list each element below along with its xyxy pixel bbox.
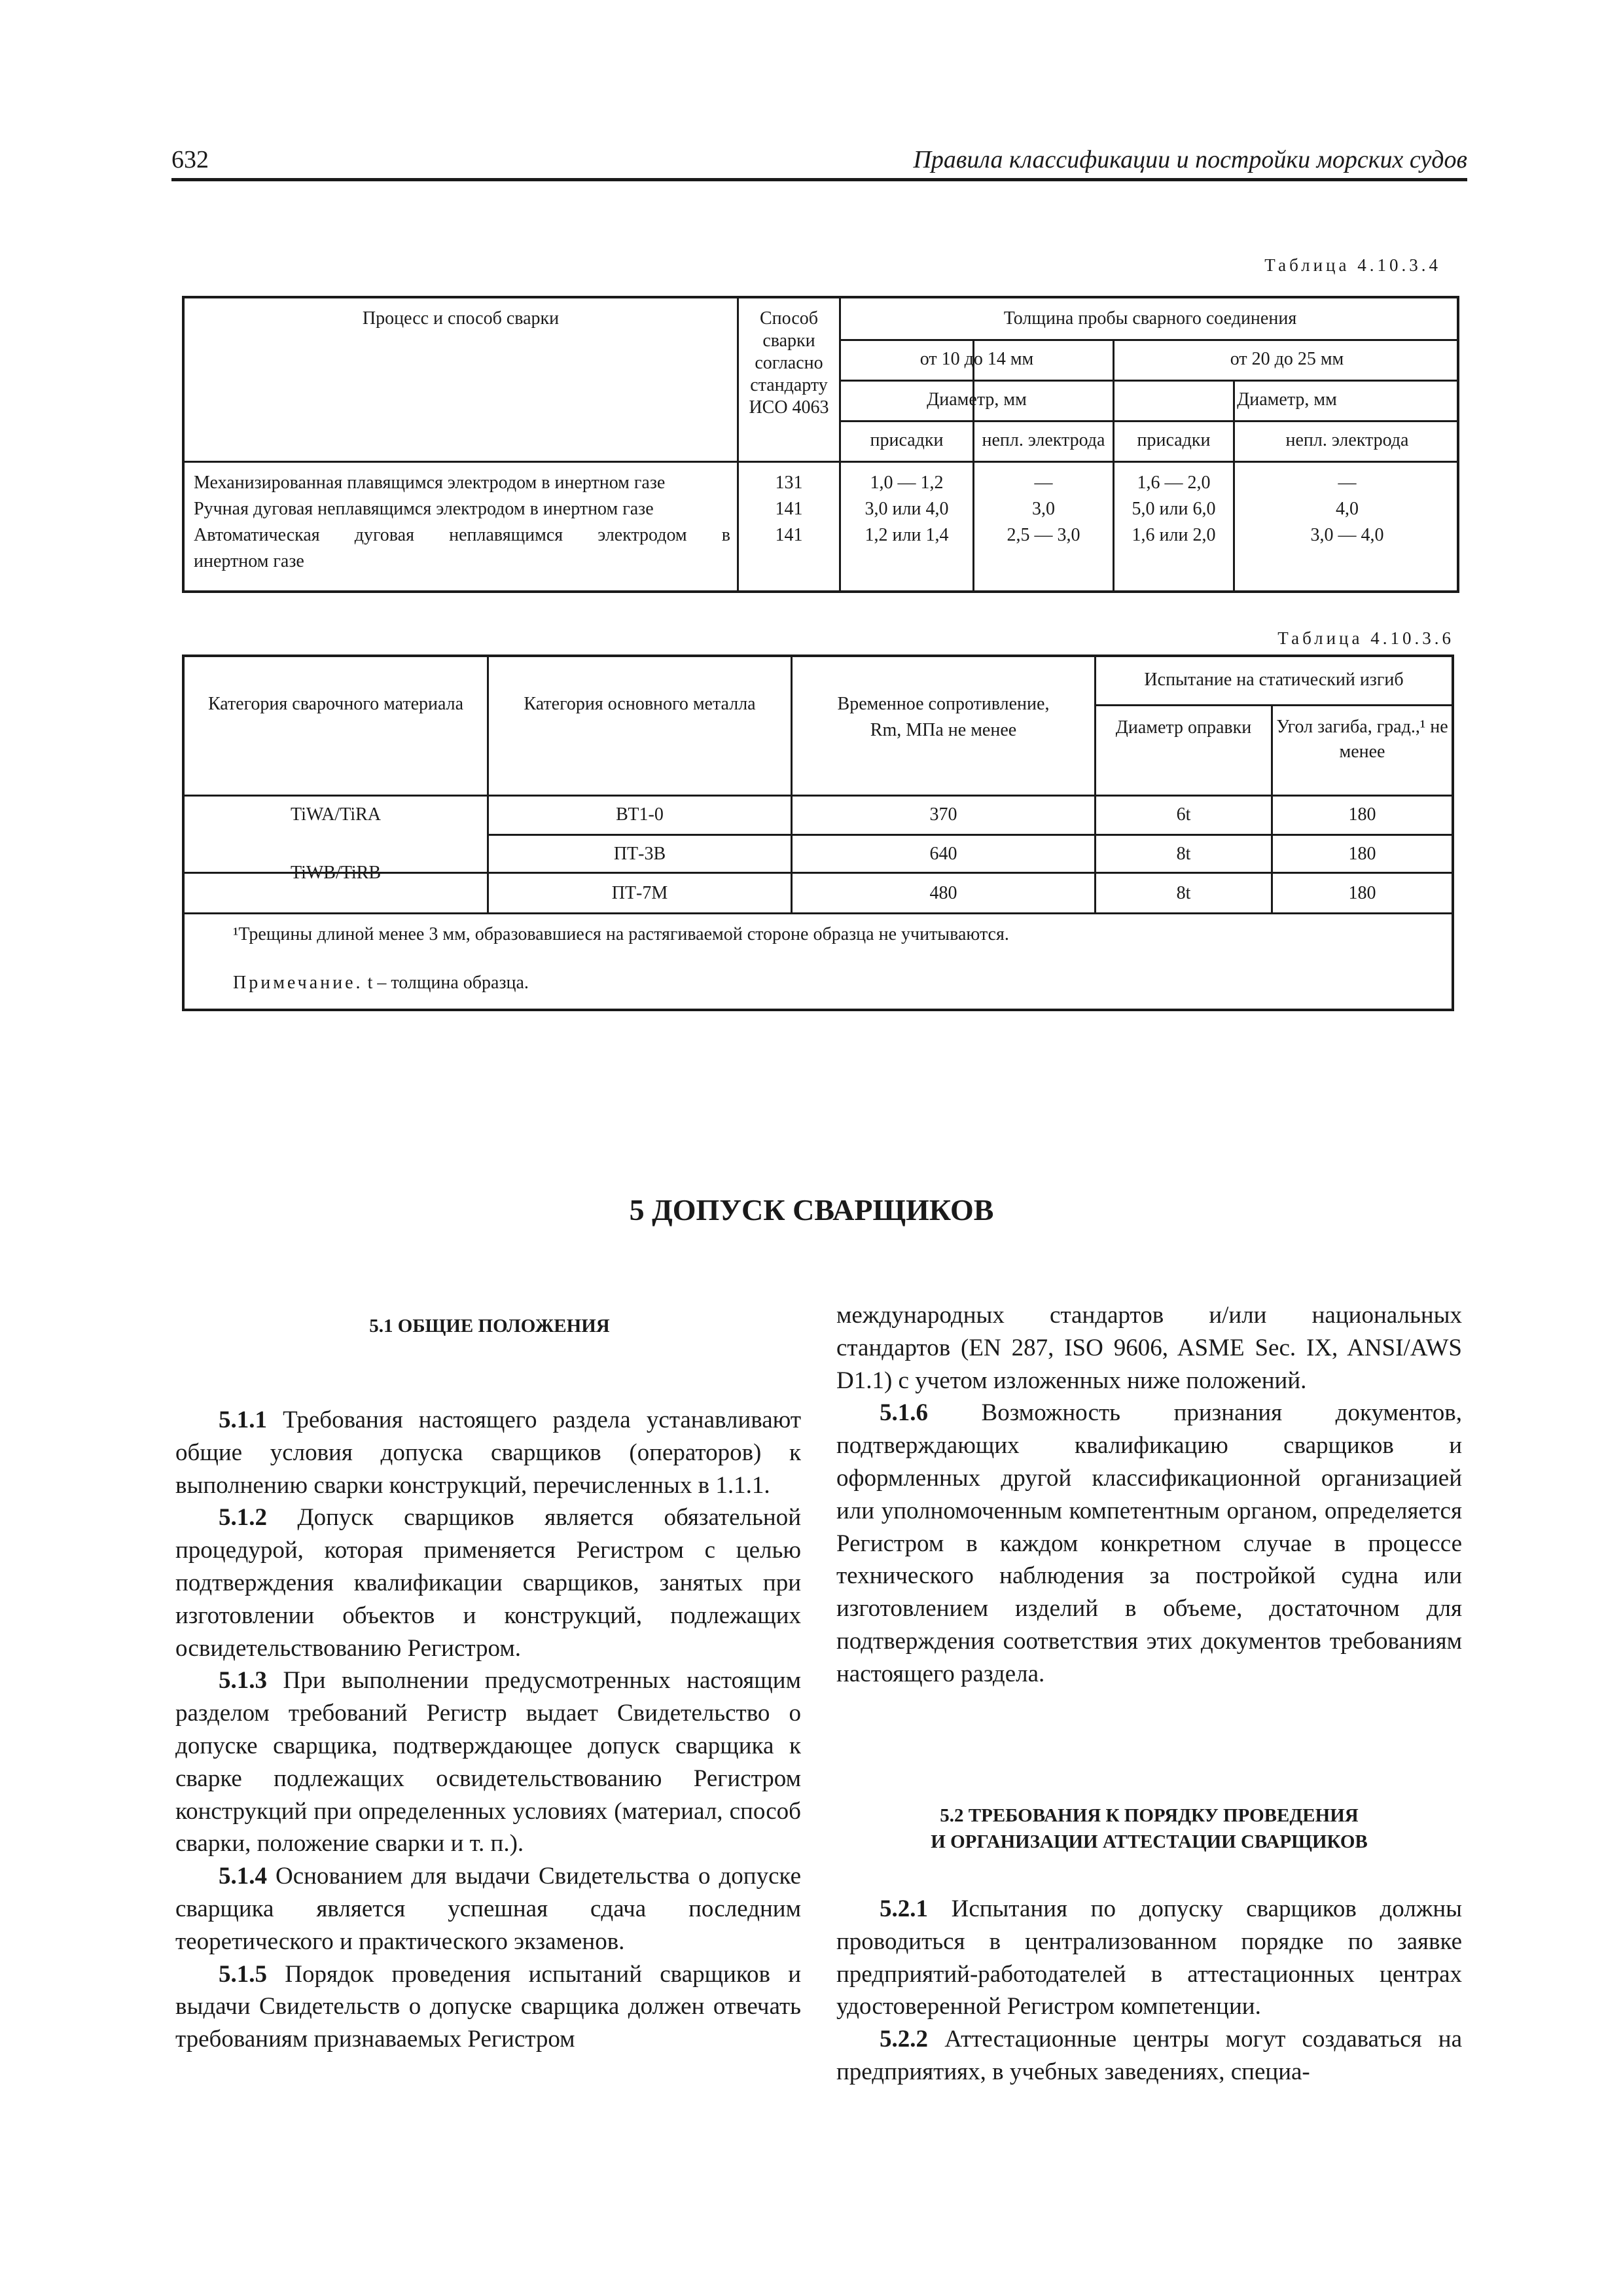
col-weld-category: Категория сварочного материала	[207, 694, 464, 714]
sub-electrode1: непл. электрода	[982, 430, 1105, 450]
table-row-process-2: Ручная дуговая неплавящимся электродом в инертном газе	[194, 499, 654, 519]
range2-header: от 20 до 25 мм	[1230, 349, 1344, 369]
running-title: Правила классификации и постройки морских судов	[913, 146, 1467, 173]
table-row-process-1: Механизированная плавящимся электродом в инертном газе	[194, 473, 666, 493]
strength-2: 640	[929, 844, 957, 864]
table1-caption: Таблица 4.10.3.4	[1264, 255, 1441, 275]
base-cat-3: ПТ-7М	[611, 883, 668, 903]
note-text: t – толщина образца.	[367, 973, 529, 993]
paragraph-5-1-5-continued: международных стандартов и/или национальных стандартов (EN 287, ISO 9606, ASME Sec. IX, ANSI/AWS D1.1) с учетом изложенных ниже положений.	[836, 1302, 1462, 1394]
filler1-3: 1,2 или 1,4	[865, 525, 949, 545]
electrode2-2: 4,0	[1336, 499, 1359, 519]
header-rule	[171, 178, 1467, 181]
angle-2: 180	[1348, 844, 1376, 864]
sub-electrode2: непл. электрода	[1285, 430, 1409, 450]
paragraph-5-1-5: 5.1.5 Порядок проведения испытаний сварщиков и выдачи Свидетельств о допуске сварщика должен отвечать требованиям признаваемых Регистром	[175, 1960, 802, 2053]
mandrel-2: 8t	[1176, 844, 1191, 864]
note-label: Примечание.	[233, 973, 363, 993]
electrode2-3: 3,0 — 4,0	[1310, 525, 1384, 545]
col-mandrel: Диаметр оправки	[1115, 717, 1252, 738]
table-titanium-welding	[182, 655, 1454, 1011]
sub-filler1: присадки	[870, 430, 944, 450]
subsection-heading-5-1: 5.1 ОБЩИЕ ПОЛОЖЕНИЯ	[369, 1316, 610, 1336]
filler1-2: 3,0 или 4,0	[865, 499, 949, 519]
electrode2-1: —	[1338, 473, 1357, 493]
electrode1-1: —	[1034, 473, 1053, 493]
method-3: 141	[775, 525, 803, 545]
section-title: 5 ДОПУСК СВАРЩИКОВ	[629, 1193, 994, 1227]
sub-filler2: присадки	[1137, 430, 1211, 450]
col-base-category: Категория основного металла	[524, 694, 756, 714]
diameter1-header: Диаметр, мм	[927, 389, 1027, 410]
table-welding-process	[182, 296, 1459, 593]
angle-1: 180	[1348, 804, 1376, 825]
table2-caption: Таблица 4.10.3.6	[1277, 628, 1454, 648]
col-bend-test: Испытание на статический изгиб	[1144, 670, 1404, 690]
table-row-process-3-cont: инертном газе	[194, 551, 304, 571]
mandrel-3: 8t	[1176, 883, 1191, 903]
paragraph-5-1-1: 5.1.1 Требования настоящего раздела устанавливают общие условия допуска сварщиков (операторов) к выполнению сварки конструкций, перечисленных в 1.1.1.	[175, 1407, 801, 1499]
table2-note	[233, 970, 1437, 996]
col-method-header: Способ сварки согласно стандарту ИСО 4063	[749, 308, 829, 418]
diameter2-header: Диаметр, мм	[1237, 389, 1337, 410]
method-1: 131	[775, 473, 803, 493]
filler2-2: 5,0 или 6,0	[1132, 499, 1216, 519]
method-2: 141	[775, 499, 803, 519]
col-thickness-header: Толщина пробы сварного соединения	[1003, 308, 1297, 329]
base-cat-1: ВТ1-0	[616, 804, 664, 825]
paragraph-5-1-3: 5.1.3 При выполнении предусмотренных настоящим разделом требований Регистр выдает Свидетельство о допуске сварщика, подтверждающее допуск сварщика к сварке подлежащих освидетельствованию Регистром конструкций при определенных условиях (материал, способ сварки, положение сварки и т. п.).	[175, 1667, 802, 1857]
right-column-text-bottom	[836, 1893, 1462, 2089]
base-cat-2: ПТ-3В	[613, 844, 666, 864]
electrode1-2: 3,0	[1032, 499, 1055, 519]
subsection-heading-5-2: 5.2 ТРЕБОВАНИЯ К ПОРЯДКУ ПРОВЕДЕНИЯ И ОРГАНИЗАЦИИ АТТЕСТАЦИИ СВАРЩИКОВ	[931, 1805, 1368, 1852]
electrode1-3: 2,5 — 3,0	[1007, 525, 1080, 545]
table2-footnote: ¹Трещины длиной менее 3 мм, образовавшиеся на растягиваемой стороне образца не учитываются.	[233, 924, 1009, 944]
paragraph-5-2-2: 5.2.2 Аттестационные центры могут создаваться на предприятиях, в учебных заведениях, специа-	[836, 2026, 1463, 2085]
col-strength-unit: Rm, МПа не менее	[870, 720, 1017, 740]
mandrel-1: 6t	[1176, 804, 1191, 825]
col-bend-angle: Угол загиба, град.,¹ не менее	[1276, 717, 1448, 762]
col-process-header: Процесс и способ сварки	[362, 308, 560, 329]
range1-header: от 10 до 14 мм	[919, 349, 1034, 369]
right-column-text-top	[836, 1299, 1462, 1691]
strength-3: 480	[929, 883, 957, 903]
paragraph-5-2-1: 5.2.1 Испытания по допуску сварщиков должны проводиться в централизованном порядке по заявке предприятий-работодателей в аттестационных центрах удостоверенной Регистром компетенции.	[836, 1895, 1463, 2020]
paragraph-5-1-4: 5.1.4 Основанием для выдачи Свидетельства о допуске сварщика является успешная сдача последним теоретического и практического экзаменов.	[175, 1863, 802, 1955]
angle-3: 180	[1348, 883, 1376, 903]
left-column-text	[175, 1404, 801, 2056]
page-number: 632	[171, 146, 209, 173]
filler1-1: 1,0 — 1,2	[870, 473, 944, 493]
strength-1: 370	[929, 804, 957, 825]
paragraph-5-1-6: 5.1.6 Возможность признания документов, подтверждающих квалификацию сварщиков и оформленных другой классификационной организацией или уполномоченным компетентным органом, определяется Регистром в каждом конкретном случае в процессе технического наблюдения за постройкой судна или изготовлением изделий в объеме, достаточном для подтверждения соответствия этих документов требованиям настоящего раздела.	[836, 1399, 1462, 1687]
paragraph-5-1-2: 5.1.2 Допуск сварщиков является обязательной процедурой, которая применяется Регистром с целью подтверждения квалификации сварщиков, занятых при изготовлении объектов и конструкций, подлежащих освидетельствованию Регистром.	[175, 1504, 801, 1662]
filler2-1: 1,6 — 2,0	[1137, 473, 1211, 493]
weld-cat-2: TiWB/TiRB	[290, 863, 382, 883]
table-row-process-3: Автоматическая дуговая неплавящимся электродом в	[194, 525, 730, 545]
weld-cat-1: TiWA/TiRA	[290, 804, 382, 825]
col-strength: Временное сопротивление,	[837, 694, 1050, 714]
filler2-3: 1,6 или 2,0	[1132, 525, 1216, 545]
